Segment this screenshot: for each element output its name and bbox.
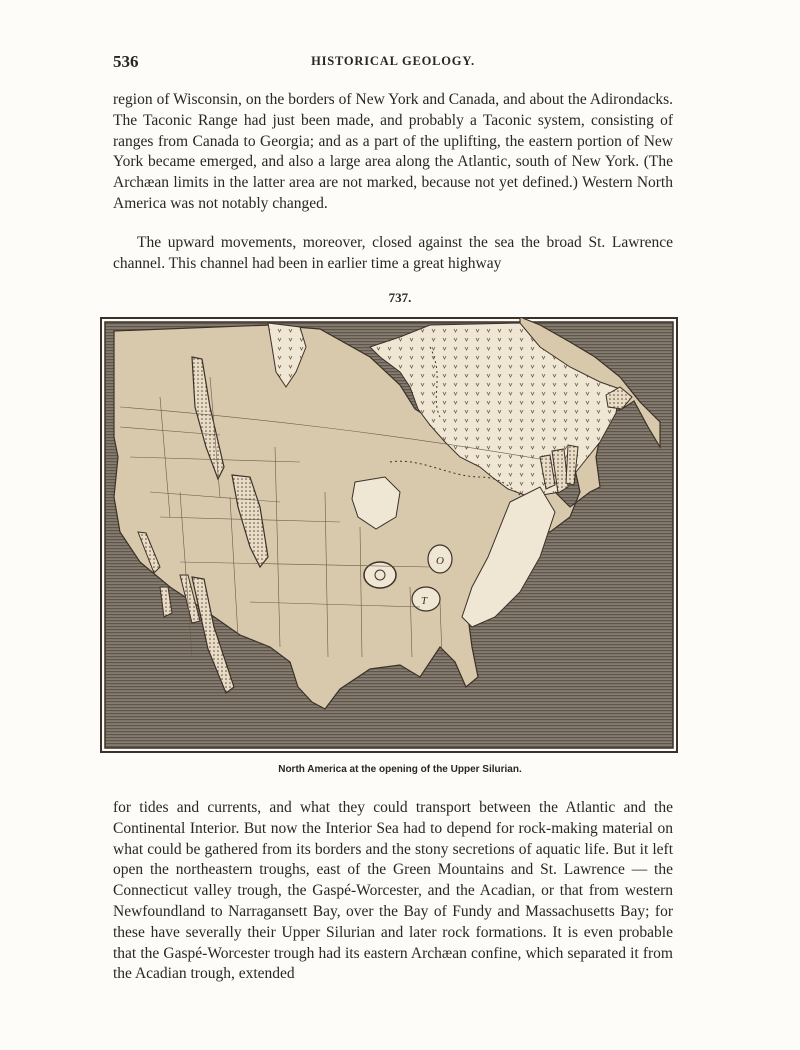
paragraph-1: region of Wisconsin, on the borders of New York and Canada, and about the Adirondacks. The Taconic Range had just been made, and probably a Taconic system, consisting of ranges from Canada to Georgia; and as a part of the uplifting, the eastern portion of New York became emerged, and also a large area along the Atlantic, south of New York. (The Archæan limits in the latter area are not marked, because not yet defined.) Western North America was not notably changed.: [113, 91, 673, 212]
paragraph-3: for tides and currents, and what they could transport between the Atlantic and the Continental Interior. But now the Interior Sea had to depend for rock-making material on what could be gathered from its borders and the stony secretions of aquatic life. But it left open the northeastern troughs, east of the Green Mountains and St. Lawrence — the Connecticut valley trough, the Gaspé-Worcester, and the Acadian, or that from western Newfoundland to Narragansett Bay, over the Bay of Fundy and Massachusetts Bay; for these have severally their Upper Silurian and later rock formations. It is even probable that the Gaspé-Worcester trough had its eastern Archæan confine, which separated it from the Acadian trough, extended: [113, 799, 673, 983]
paragraph-2: The upward movements, moreover, closed against the sea the broad St. Lawrence channel. This channel had been in earlier time a great highway: [113, 234, 673, 272]
figure-number: 737.: [388, 290, 412, 305]
running-head: HISTORICAL GEOLOGY.: [311, 54, 475, 68]
figure-map: [100, 317, 678, 753]
map-label-o: O: [436, 555, 444, 567]
page-number: 536: [113, 52, 139, 71]
map-label-t: T: [421, 595, 428, 607]
running-header: [113, 52, 673, 76]
figure-caption: North America at the opening of the Upper Silurian.: [278, 764, 522, 775]
